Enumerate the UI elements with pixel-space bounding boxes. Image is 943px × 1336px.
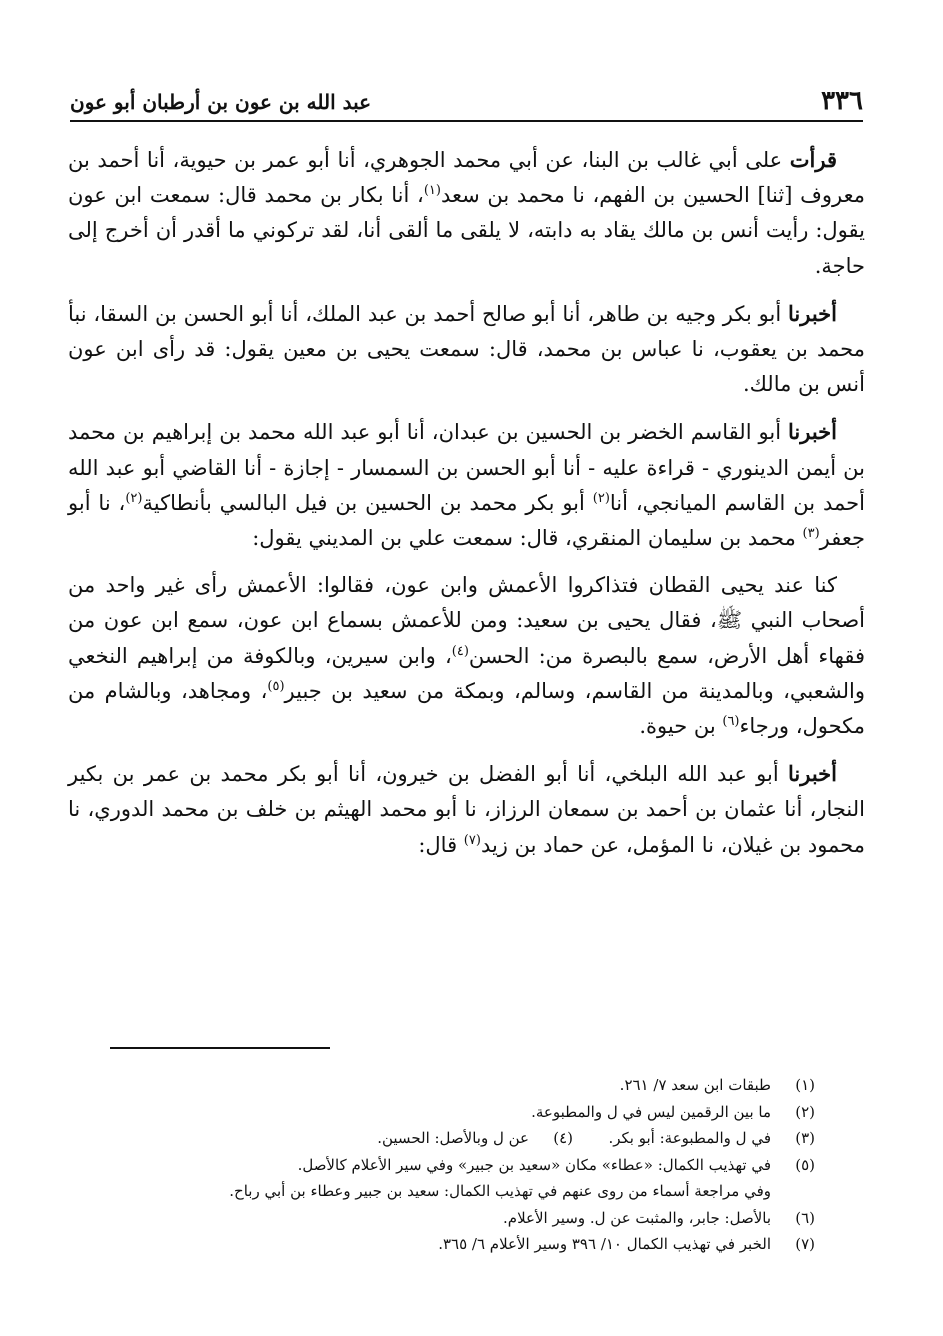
footnote-marker: (٧) <box>463 832 481 848</box>
paragraph-lead: أخبرنا <box>788 300 837 326</box>
footnote-marker: (١) <box>423 183 441 199</box>
paragraph-text: ، وابن سيرين، وبالكوفة من إبراهيم النخعي والشعبي، وبالمدينة من القاسم، وسالم، وبمكة من سعيد بن جبير <box>68 643 865 703</box>
footnote-text: في ل والمطبوعة: أبو بكر. <box>608 1129 771 1147</box>
footnote-text: عن ل وبالأصل: الحسين. <box>377 1129 529 1147</box>
footnote-marker: (٦) <box>722 714 740 730</box>
footnote-number: (٤) <box>553 1129 573 1147</box>
footnote-continuation: وفي مراجعة أسماء من روى عنهم في تهذيب الكمال: سعيد بن جبير وعطاء بن أبي رباح. <box>229 1182 771 1200</box>
paragraph-text: كنا عند يحيى القطان فتذاكروا الأعمش وابن عون، فقالوا: الأعمش رأى غير واحد من أصحاب النبي ﷺ، فقال يحيى بن سعيد: ومن للأعمش بسماع ابن عون، سمع ابن عون من فقهاء أهل الأرض، سمع بالبصرة من: الحسن <box>68 573 865 668</box>
footnote-text: طبقات ابن سعد ٧/ ٢٦١. <box>619 1076 771 1094</box>
footnote-marker: (٥) <box>267 678 285 694</box>
footnote-row <box>78 1125 815 1152</box>
footnote-marker: (٢) <box>592 490 610 506</box>
paragraph-lead: قرأت <box>789 147 837 172</box>
footnote-number: (١) <box>795 1076 815 1094</box>
paragraph-text: أبو بكر محمد بن الحسين بن فيل البالسي بأنطاكية <box>142 490 593 515</box>
footnote-number: (٥) <box>795 1155 815 1174</box>
paragraph-text: بن حيوة. <box>639 714 723 739</box>
paragraph <box>68 568 865 744</box>
paragraph-text: ، نا أبو جعفر <box>68 490 865 551</box>
page-number: ٣٣٦ <box>821 86 863 116</box>
footnote-number: (٦) <box>795 1208 815 1227</box>
paragraph <box>68 756 865 863</box>
footnotes <box>78 1072 815 1258</box>
footnote-marker: (٤) <box>451 643 469 659</box>
paragraph-text: أبو بكر وجيه بن طاهر، أنا أبو صالح أحمد بن عبد الملك، أنا أبو الحسن بن السقا، نبأ محمد بن يعقوب، نا عباس بن محمد، قال: سمعت يحيى بن معين يقول: قد رأى ابن عون أنس بن مالك. <box>68 301 865 397</box>
footnote <box>331 1125 573 1152</box>
footnote-text: الخبر في تهذيب الكمال ١٠/ ٣٩٦ وسير الأعلام ٦/ ٣٦٥. <box>438 1235 771 1253</box>
paragraph <box>68 296 865 403</box>
page-header <box>70 78 863 122</box>
main-text <box>68 142 865 875</box>
paragraph <box>68 142 865 284</box>
footnote <box>78 1072 815 1099</box>
footnote <box>573 1125 815 1152</box>
running-title: عبد الله بن عون بن أرطبان أبو عون <box>70 90 372 114</box>
footnote-text: بالأصل: جابر، والمثبت عن ل. وسير الأعلام. <box>503 1208 771 1227</box>
paragraph-lead: أخبرنا <box>788 761 837 787</box>
footnote-number: (٣) <box>795 1129 815 1147</box>
footnote-divider <box>110 1047 330 1050</box>
footnote <box>78 1205 815 1232</box>
paragraph-text: محمد بن سليمان المنقري، قال: سمعت علي بن المديني يقول: <box>252 526 803 551</box>
footnote <box>78 1099 815 1126</box>
paragraph-text: على أبي غالب بن البنا، عن أبي محمد الجوهري، أنا أبو عمر بن حيوية، أنا أحمد بن معروف [ثنا] الحسين بن الفهم، نا محمد بن سعد <box>68 148 865 208</box>
footnote <box>78 1231 815 1258</box>
footnote-text: في تهذيب الكمال: «عطاء» مكان «سعيد بن جبير» وفي سير الأعلام كالأصل. <box>297 1155 771 1174</box>
footnote-marker: (٢) <box>125 490 143 506</box>
paragraph-text: ، أنا بكار بن محمد قال: سمعت ابن عون يقول: رأيت أنس بن مالك يقاد به دابته، لا يلقى ما ألقى أنا، لقد تركوني ما أقدر أن أخرج إلى حاجة. <box>68 183 865 278</box>
paragraph <box>68 414 865 556</box>
paragraph-text: أبو القاسم الخضر بن الحسين بن عبدان، أنا أبو عبد الله محمد بن إبراهيم بن محمد بن أيمن الدينوري - قراءة عليه - أنا أبو الحسن بن السمسار - إجازة - أنا القاضي أبو عبد الله أحمد بن القاسم الميانجي، أنا <box>68 420 865 515</box>
footnote-number: (٢) <box>795 1102 815 1121</box>
footnote-text: ما بين الرقمين ليس في ل والمطبوعة. <box>531 1102 771 1121</box>
footnote <box>78 1152 815 1179</box>
paragraph-text: أبو عبد الله البلخي، أنا أبو الفضل بن خيرون، أنا أبو بكر محمد بن عمر بن بكير النجار، أنا عثمان بن أحمد بن سمعان الرزاز، نا أبو محمد الهيثم بن خلف بن محمد الدوري، نا محمود بن غيلان، نا المؤمل، عن حماد بن زيد <box>68 762 865 857</box>
footnote-marker: (٣) <box>802 526 820 542</box>
paragraph-text: قال: <box>418 832 464 857</box>
footnote-number: (٧) <box>795 1235 815 1253</box>
paragraph-lead: أخبرنا <box>788 419 837 445</box>
paragraph-text: ، ومجاهد، وبالشام من مكحول، ورجاء <box>68 678 865 739</box>
